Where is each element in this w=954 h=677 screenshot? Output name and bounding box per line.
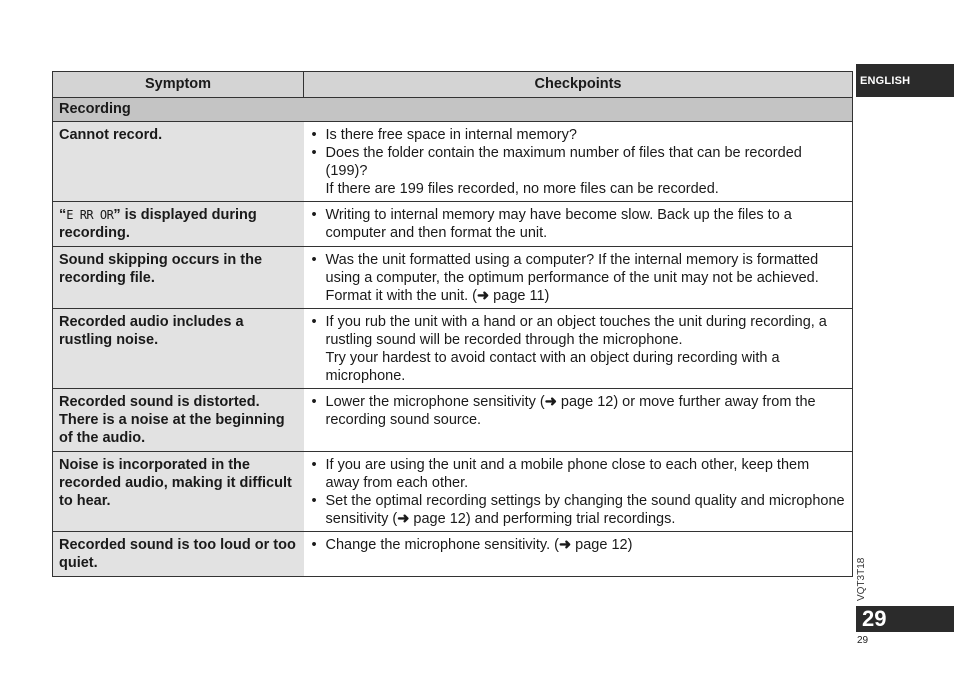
checkpoint-cell: [304, 389, 853, 452]
symptom-text: ” is displayed during recording.: [59, 207, 257, 241]
page-reference: page 12): [571, 537, 633, 553]
arrow-right-icon: ➜: [544, 394, 557, 410]
checkpoint-cell: [304, 452, 853, 532]
page-reference: page 11): [489, 288, 550, 304]
troubleshooting-table: [52, 71, 853, 577]
table-row: [53, 389, 853, 452]
bullet: •: [311, 207, 317, 223]
checkpoint-text: Is there free space in internal memory?: [325, 127, 577, 143]
table-header-row: [53, 72, 853, 98]
arrow-right-icon: ➜: [558, 537, 572, 553]
checkpoint-text-part: Change the microphone sensitivity. (: [325, 537, 559, 553]
checkpoint-continuation: If there are 199 files recorded, no more files can be recorded.: [325, 181, 719, 197]
table-row: [53, 122, 853, 202]
bullet: •: [311, 145, 317, 161]
error-display-glyph: E RR OR: [66, 208, 114, 222]
page-number-small: 29: [857, 635, 869, 646]
table-row: [53, 532, 853, 577]
symptom-cell: Cannot record.: [53, 122, 304, 202]
bullet: •: [311, 394, 317, 410]
checkpoint-cell: [304, 309, 853, 389]
list-item: [310, 456, 847, 492]
header-symptom: Symptom: [53, 72, 304, 98]
list-item: [310, 536, 847, 554]
header-checkpoints: Checkpoints: [304, 72, 853, 98]
table-row: [53, 452, 853, 532]
checkpoint-cell: [304, 122, 853, 202]
checkpoint-text: [326, 393, 847, 429]
bullet: •: [311, 127, 317, 143]
bullet: •: [311, 493, 317, 509]
list-item: [310, 313, 847, 349]
section-title: Recording: [53, 98, 853, 122]
bullet: •: [311, 457, 317, 473]
checkpoint-text: Writing to internal memory may have become slow. Back up the files to a computer and then format the unit.: [325, 207, 792, 241]
checkpoint-cell: [304, 247, 853, 309]
arrow-right-icon: ➜: [477, 288, 490, 304]
bullet: •: [311, 252, 317, 268]
checkpoint-cell: [304, 532, 853, 577]
checkpoint-text: [326, 492, 847, 528]
list-item: [310, 206, 847, 242]
section-row: [53, 98, 853, 122]
checkpoint-text: Does the folder contain the maximum number of files that can be recorded (199)?: [325, 145, 802, 179]
checkpoint-text-part: Was the unit formatted using a computer? If the internal memory is formatted using a computer, the optimum performance of the unit may not be achieved. Format it with the unit. (: [325, 252, 819, 304]
checkpoint-cell: [304, 202, 853, 247]
arrow-right-icon: ➜: [397, 511, 410, 527]
checkpoint-text-part: Set the optimal recording settings by changing the sound quality and microphone sensitivity (: [325, 493, 845, 527]
bullet: •: [311, 314, 317, 330]
quote-open: “: [59, 207, 67, 223]
language-tab: ENGLISH: [856, 64, 954, 97]
checkpoint-text: [326, 536, 847, 554]
table-row: [53, 202, 853, 247]
checkpoint-text: If you rub the unit with a hand or an object touches the unit during recording, a rustling sound will be recorded through the microphone.: [325, 314, 827, 348]
page-number-large: 29: [856, 606, 954, 632]
page-reference: page 12) and performing trial recordings.: [409, 511, 676, 527]
symptom-cell: Recorded sound is distorted. There is a noise at the beginning of the audio.: [53, 389, 304, 452]
table-row: [53, 247, 853, 309]
list-item: [310, 492, 847, 528]
symptom-cell: [53, 202, 304, 247]
table-row: [53, 309, 853, 389]
symptom-cell: Recorded sound is too loud or too quiet.: [53, 532, 304, 577]
list-item: [310, 251, 847, 305]
page-reference: page 12) or move further away from the recording sound source.: [325, 394, 816, 428]
list-item: [310, 126, 847, 144]
model-code: VQT3T18: [856, 557, 867, 601]
checkpoint-text: [326, 251, 847, 305]
checkpoint-text: If you are using the unit and a mobile phone close to each other, keep them away from each other.: [325, 457, 810, 491]
checkpoint-text-part: Lower the microphone sensitivity (: [325, 394, 545, 410]
bullet: •: [311, 537, 317, 553]
list-item: [310, 393, 847, 429]
checkpoint-continuation: Try your hardest to avoid contact with an object during recording with a microphone.: [325, 350, 780, 384]
list-item: [310, 144, 847, 180]
symptom-cell: Sound skipping occurs in the recording file.: [53, 247, 304, 309]
symptom-cell: Recorded audio includes a rustling noise.: [53, 309, 304, 389]
symptom-cell: Noise is incorporated in the recorded audio, making it difficult to hear.: [53, 452, 304, 532]
